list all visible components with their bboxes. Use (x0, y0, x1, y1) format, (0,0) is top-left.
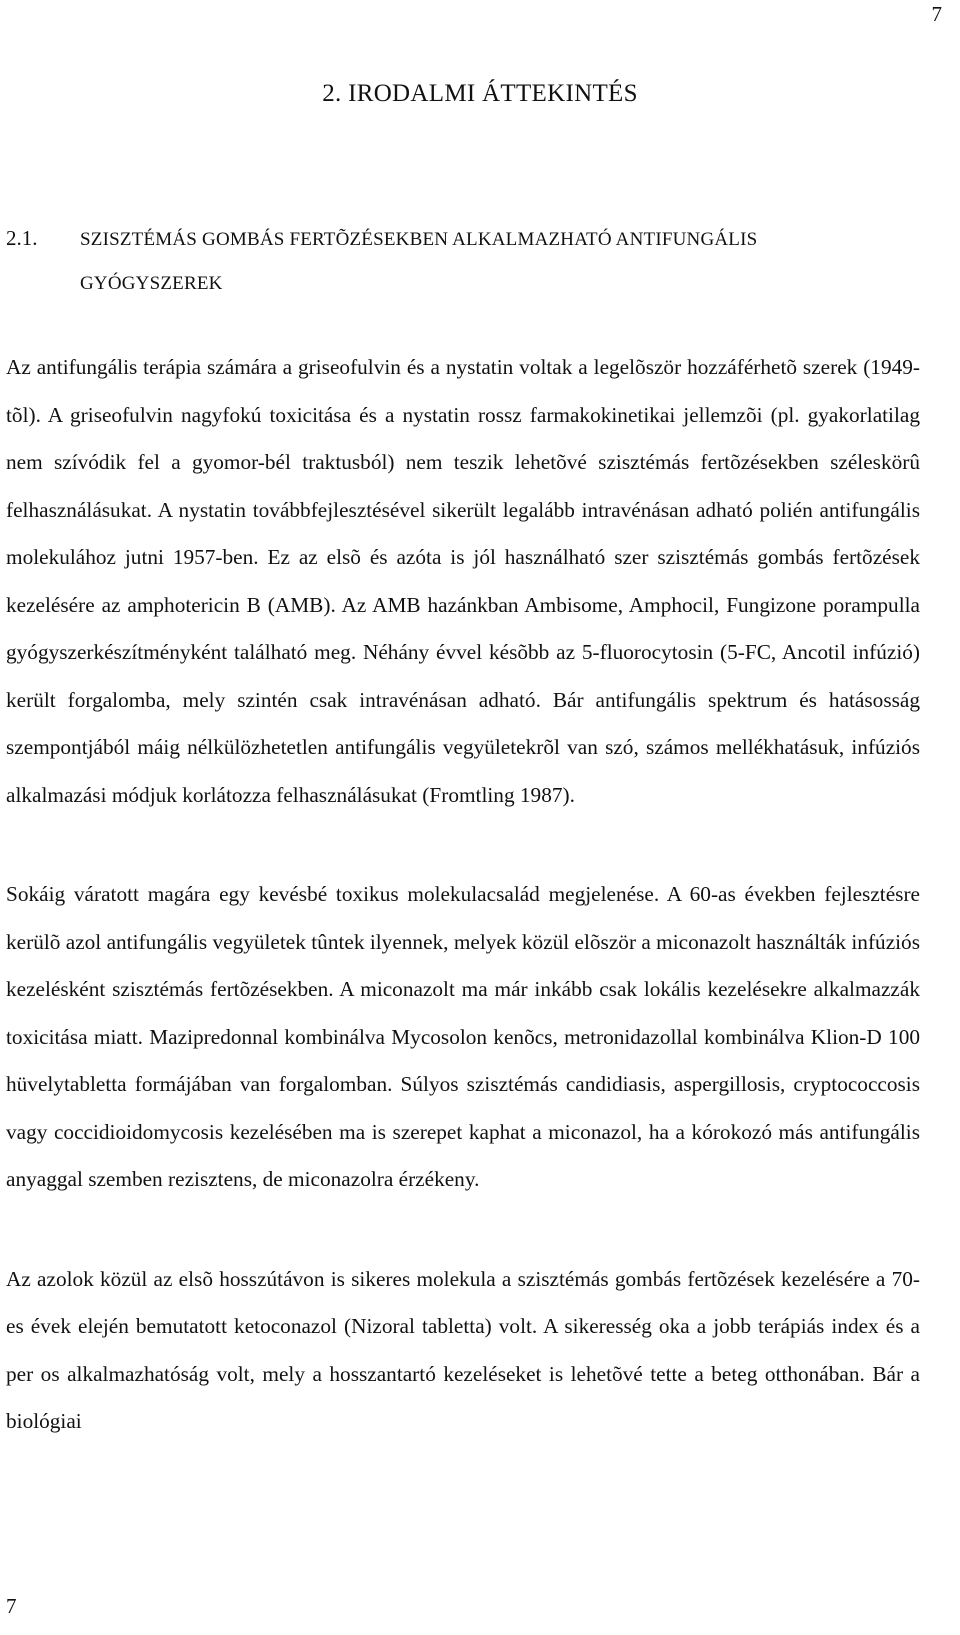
section-number: 2.1. (6, 226, 38, 250)
page-number-top: 7 (931, 2, 942, 26)
paragraph: Sokáig váratott magára egy kevésbé toxikus molekulacsalád megjelenése. A 60-as években fejlesztésre kerülõ azol antifungális vegyületek tûntek ilyennek, melyek közül elõször a miconazolt használták infúziós kezelésként szisztémás fertõzésekben. A miconazolt ma már inkább csak lokális kezelésekre alkalmazzák toxicitása miatt. Mazipredonnal kombinálva Mycosolon kenõcs, metronidazollal kombinálva Klion-D 100 hüvelytabletta formájában van forgalomban. Súlyos szisztémás candidiasis, aspergillosis, cryptococcosis vagy coccidioidomycosis kezelésében ma is szerepet kaphat a miconazol, ha a kórokozó más antifungális anyaggal szemben rezisztens, de miconazolra érzékeny. (6, 882, 920, 1191)
paragraph: Az antifungális terápia számára a griseofulvin és a nystatin voltak a legelõször hozzáférhetõ szerek (1949-tõl). A griseofulvin nagyfokú toxicitása és a nystatin rossz farmakokinetikai jellemzõi (pl. gyakorlatilag nem szívódik fel a gyomor-bél traktusból) nem teszik lehetõvé szisztémás fertõzésekben széleskörû felhasználásukat. A nystatin továbbfejlesztésével sikerült legalább intravénásan adható polién antifungális molekulához jutni 1957-ben. Ez az elsõ és azóta is jól használható szer szisztémás gombás fertõzések kezelésére az amphotericin B (AMB). Az AMB hazánkban Ambisome, Amphocil, Fungizone porampulla gyógyszerkészítményként található meg. Néhány évvel késõbb az 5-fluorocytosin (5-FC, Ancotil infúzió) került forgalomba, mely szintén csak intravénásan adható. Bár antifungális spektrum és hatásosság szempontjából máig nélkülözhetetlen antifungális vegyületekrõl van szó, számos mellékhatásuk, infúziós alkalmazási módjuk korlátozza felhasználásukat (Fromtling 1987). (6, 355, 920, 807)
section-heading (6, 216, 926, 306)
page-number-bottom: 7 (6, 1594, 17, 1618)
section-title-line2: GYÓGYSZEREK (80, 273, 223, 294)
paragraph: Az azolok közül az elsõ hosszútávon is sikeres molekula a szisztémás gombás fertõzések kezelésére a 70-es évek elején bemutatott ketoconazol (Nizoral tabletta) volt. A sikeresség oka a jobb terápiás index és a per os alkalmazhatóság volt, mely a hosszantartó kezeléseket is lehetõvé tette a beteg otthonában. Bár a biológiai (6, 1266, 920, 1433)
section-title-line1: SZISZTÉMÁS GOMBÁS FERTÕZÉSEKBEN ALKALMAZHATÓ ANTIFUNGÁLIS (80, 229, 758, 250)
body-text (6, 344, 920, 1446)
chapter-title: 2. IRODALMI ÁTTEKINTÉS (322, 80, 638, 107)
